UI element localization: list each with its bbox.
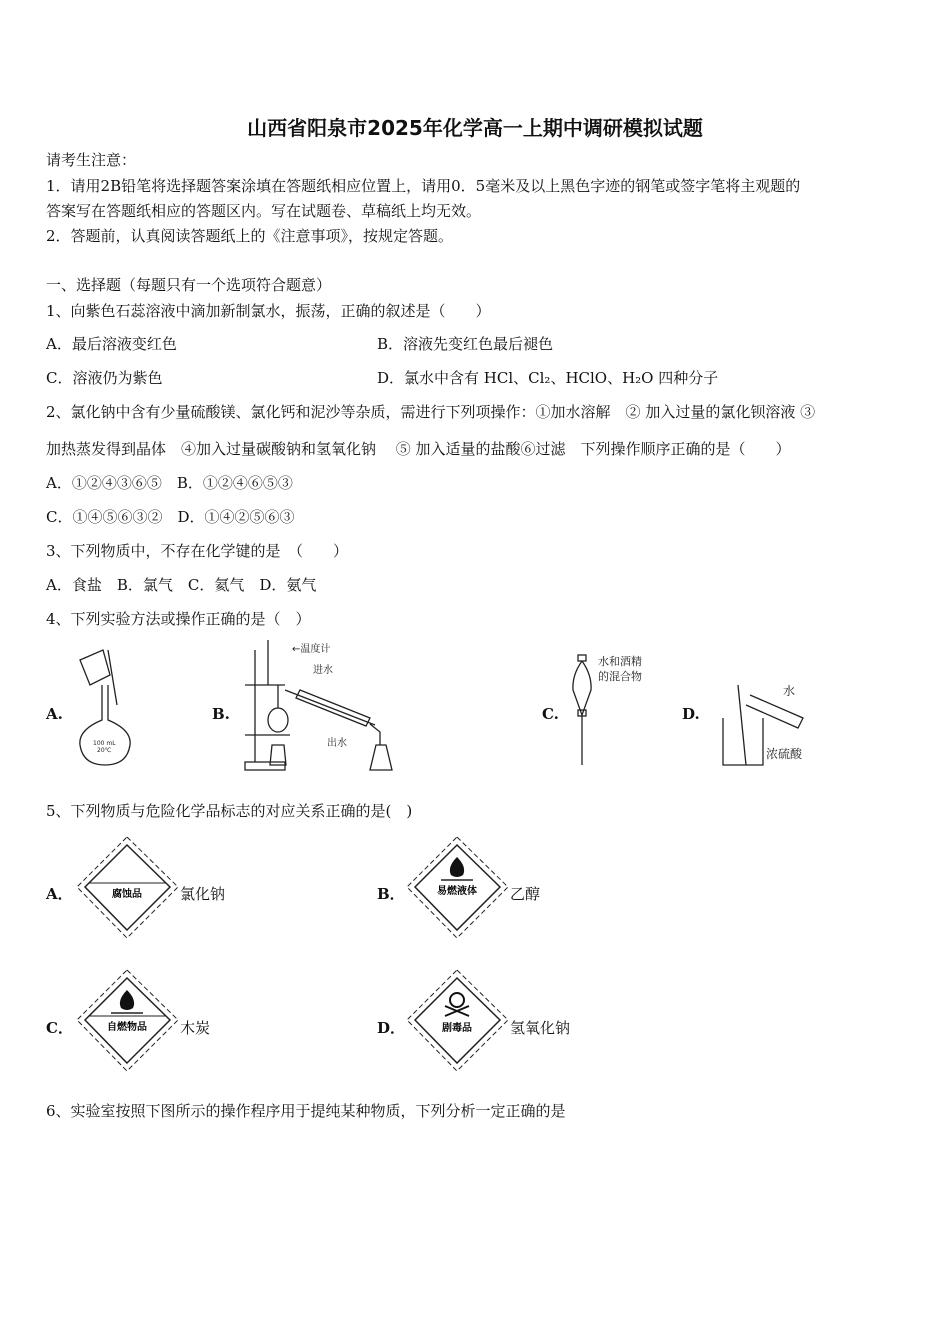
- q1-option-d: D．氯水中含有 HCl、Cl₂、HClO、H₂O 四种分子: [377, 369, 719, 387]
- q3-stem: 3、下列物质中，不存在化学键的是 （ ）: [46, 542, 349, 560]
- notice-heading: 请考生注意：: [46, 151, 137, 169]
- acid-label: 浓硫酸: [766, 747, 803, 761]
- q5-substance-d: 氢氧化钠: [510, 1019, 571, 1037]
- flammable-liquid-sign: [405, 835, 510, 940]
- notice-line-2: 2．答题前，认真阅读答题纸上的《注意事项》，按规定答题。: [46, 227, 454, 245]
- q1-stem: 1、向紫色石蕊溶液中滴加新制氯水，振荡，正确的叙述是（ ）: [46, 302, 491, 320]
- q4-label-a: A.: [46, 705, 63, 723]
- page-title: 山西省阳泉市2025年化学高一上期中调研模拟试题: [247, 116, 703, 140]
- q3-options: A．食盐 B．氯气 C．氦气 D．氨气: [46, 576, 317, 594]
- q4-label-b: B.: [212, 705, 230, 723]
- combustion-sign-text: 自燃物品: [107, 1022, 147, 1033]
- flame-icon: [450, 857, 464, 877]
- q5-substance-b: 乙醇: [510, 885, 541, 903]
- water-out-label: 出水: [327, 738, 347, 749]
- q2-options-cd: C．①④⑤⑥③② D．①④②⑤⑥③: [46, 508, 295, 526]
- q1-option-a: A．最后溶液变红色: [46, 335, 177, 353]
- separatory-funnel-figure: [570, 650, 660, 775]
- q1-option-b: B．溶液先变红色最后褪色: [377, 335, 554, 353]
- q2-stem-1: 2、氯化钠中含有少量硫酸镁、氯化钙和泥沙等杂质，需进行下列项操作：①加水溶解 ② 加入过量的氯化钡溶液 ③: [46, 403, 816, 421]
- q2-stem-2: 加热蒸发得到晶体 ④加入过量碳酸钠和氢氧化钠 ⑤ 加入适量的盐酸⑥过滤 下列操作顺序正确的是（ ）: [46, 440, 791, 458]
- q4-label-c: C.: [542, 705, 559, 723]
- q5-substance-a: 氯化钠: [180, 885, 226, 903]
- q5-label-d: D．: [377, 1019, 406, 1037]
- section-heading: 一、选择题（每题只有一个选项符合题意）: [46, 276, 332, 294]
- q1-option-c: C．溶液仍为紫色: [46, 369, 163, 387]
- flammable-sign-text: 易燃液体: [437, 886, 477, 897]
- flask-label-volume: 100 mL: [93, 740, 116, 747]
- q5-label-b: B．: [377, 885, 405, 903]
- notice-line-1b: 答案写在答题纸相应的答题区内。写在试题卷、草稿纸上均无效。: [46, 202, 482, 220]
- q5-label-c: C．: [46, 1019, 73, 1037]
- water-label: 水: [783, 684, 796, 698]
- dilution-figure: [718, 680, 838, 772]
- corrosive-sign-text: 腐蚀品: [112, 889, 142, 900]
- funnel-label-1: 水和酒精: [598, 655, 642, 668]
- water-in-label: 进水: [313, 665, 333, 676]
- q5-stem: 5、下列物质与危险化学品标志的对应关系正确的是( ): [46, 802, 413, 820]
- q6-stem: 6、实验室按照下图所示的操作程序用于提纯某种物质，下列分析一定正确的是: [46, 1102, 566, 1120]
- notice-line-1: 1．请用2B铅笔将选择题答案涂填在答题纸相应位置上，请用0．5毫米及以上黑色字迹的钢笔或签字笔将主观题的: [46, 177, 801, 195]
- q5-substance-c: 木炭: [180, 1019, 211, 1037]
- flask-label-temp: 20℃: [97, 747, 112, 754]
- q2-options-ab: A．①②④③⑥⑤ B．①②④⑥⑤③: [46, 474, 293, 492]
- distillation-figure: [240, 640, 410, 775]
- q4-label-d: D.: [682, 705, 700, 723]
- thermometer-label: ←温度计: [292, 644, 331, 655]
- flame-icon: [120, 990, 134, 1010]
- spontaneous-combustion-sign: [75, 968, 180, 1073]
- toxic-sign-text: 剧毒品: [442, 1023, 472, 1034]
- q5-label-a: A．: [46, 885, 73, 903]
- q4-stem: 4、下列实验方法或操作正确的是（ ）: [46, 610, 311, 628]
- skull-icon: [450, 993, 464, 1007]
- funnel-label-2: 的混合物: [598, 670, 642, 683]
- toxic-sign: [405, 968, 510, 1073]
- corrosive-sign: [75, 835, 180, 940]
- volumetric-flask-figure: [75, 645, 135, 770]
